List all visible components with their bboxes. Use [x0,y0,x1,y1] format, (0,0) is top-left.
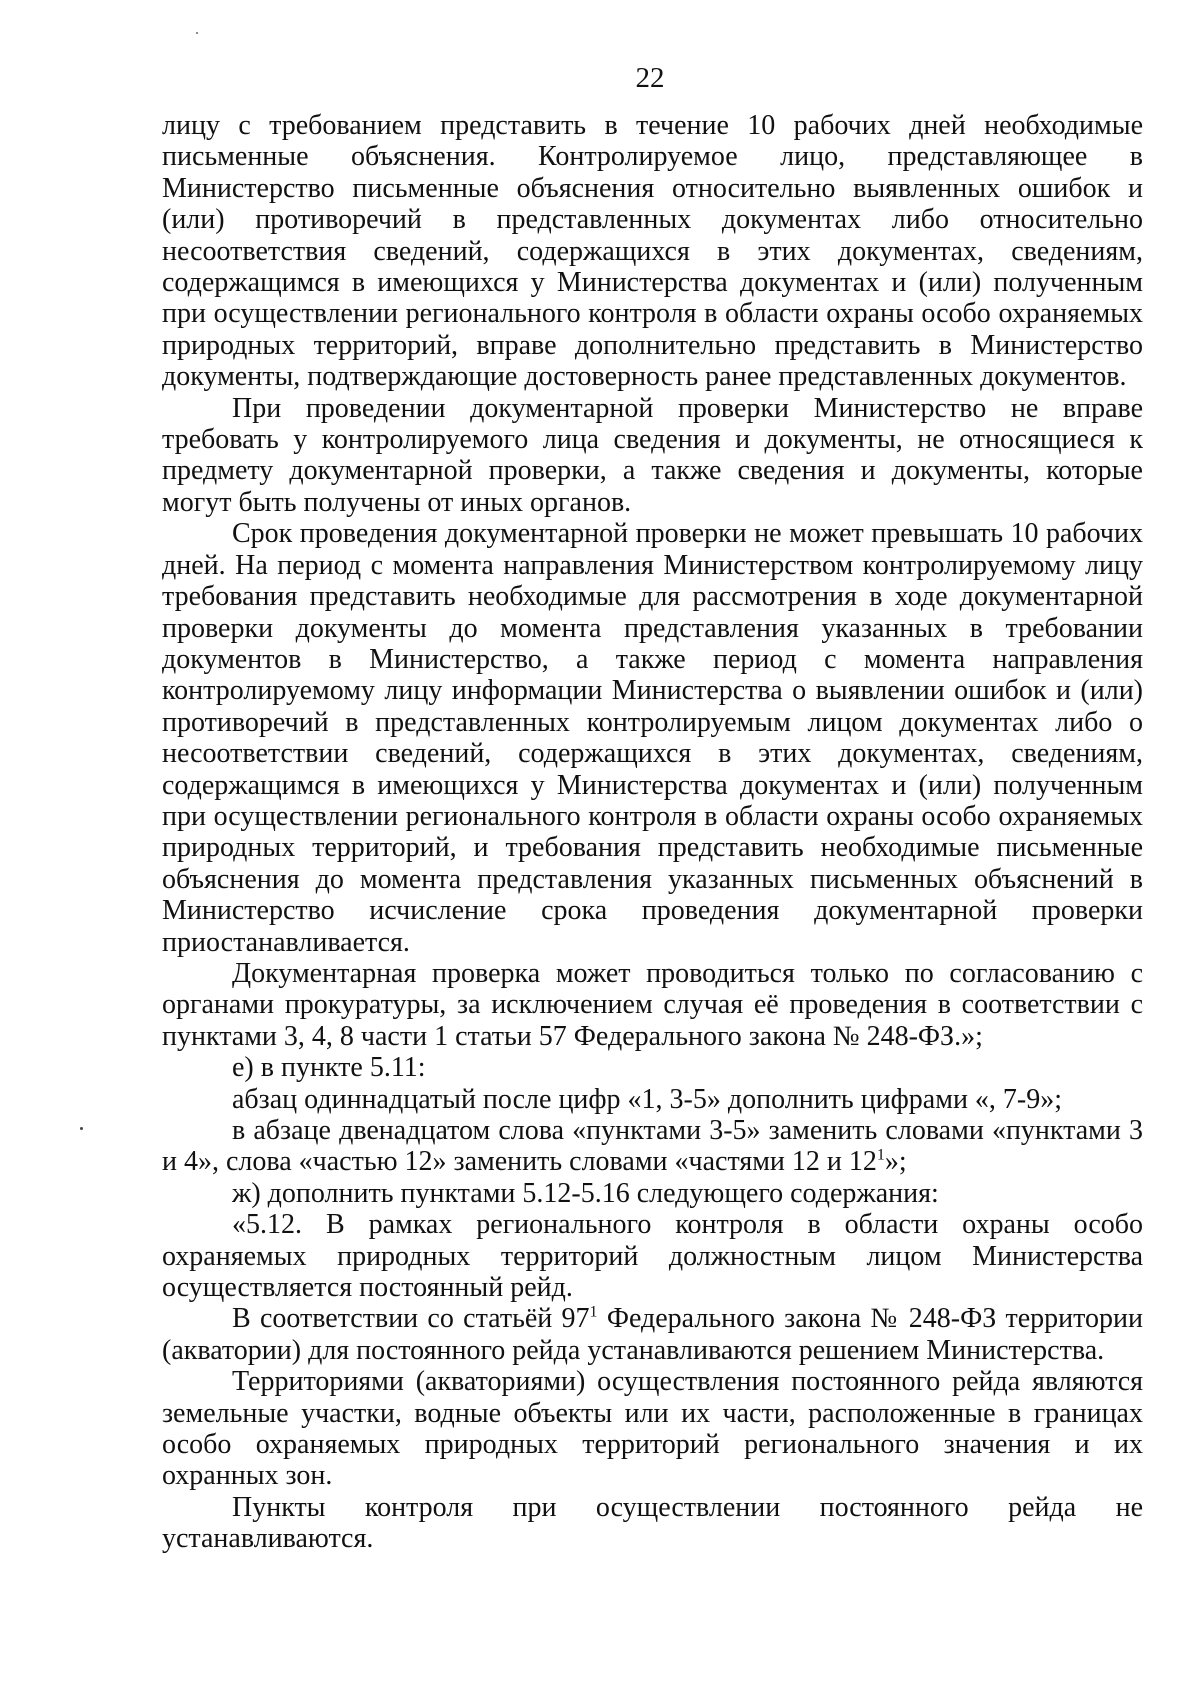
paragraph-term: Срок проведения документарной проверки не может превышать 10 рабочих дней. На период с момента направления Министерством контролируемому лицу требования представить необходимые для рассмотрения в ходе документарной проверки документы до момента представления указанных в требовании документов в Министерство, а также период с момента направления контролируемому лицу информации Министерства о выявлении ошибок и (или) противоречий в представленных контролируемым лицом документах либо о несоответствии сведений, содержащихся в этих документах, сведениям, содержащимся в имеющихся у Министерства документах и (или) полученным при осуществлении регионального контроля в области охраны особо охраняемых природных территорий, и требования представить необходимые письменные объяснения до момента представления указанных письменных объяснений в Министерство исчисление срока проведения документарной проверки приостанавливается. [162,518,1143,958]
paragraph-5-12: «5.12. В рамках регионального контроля в области охраны особо охраняемых природных территорий должностным лицом Министерства осуществляется постоянный рейд. [162,1209,1143,1304]
paragraph-abzats-12 [162,1115,1143,1178]
superscript: 1 [876,1147,885,1165]
paragraph-abzats-11: абзац одиннадцатый после цифр «1, 3-5» дополнить цифрами «, 7-9»; [232,1083,1063,1115]
superscript: 1 [589,1304,598,1322]
paragraph-item-zh: ж) дополнить пунктами 5.12-5.16 следующего содержания: [232,1177,939,1209]
paragraph-continuation: лицу с требованием представить в течение 10 рабочих дней необходимые письменные объяснения. Контролируемое лицо, представляющее в Министерство письменные объяснения относительно выявленных ошибок и (или) противоречий в представленных документах либо относительно несоответствия сведений, содержащихся в этих документах, сведениям, содержащимся в имеющихся у Министерства документах и (или) полученным при осуществлении регионального контроля в области охраны особо охраняемых природных территорий, вправе дополнительно представить в Министерство документы, подтверждающие достоверность ранее представленных документов. [162,110,1143,393]
text-segment: »; [884,1146,907,1178]
margin-dot [80,1127,83,1130]
paragraph-territories: Территориями (акваториями) осуществления постоянного рейда являются земельные участки, водные объекты или их части, расположенные в границах особо охраняемых природных территорий регионального значения и их охранных зон. [162,1366,1143,1492]
text-segment: Федерального закона № 248-ФЗ территории (акватории) для постоянного рейда устанавливаются решением Министерства. [162,1303,1143,1366]
paragraph-item-e: е) в пункте 5.11: [232,1052,426,1084]
page-number: 22 [635,62,665,94]
paragraph-control-points: Пункты контроля при осуществлении постоянного рейда не устанавливаются. [162,1491,1143,1555]
text-segment: В соответствии со статьёй 97 [232,1303,590,1335]
paragraph-article-97 [162,1303,1143,1366]
text-segment: в абзаце двенадцатом слова «пунктами 3-5» заменить словами «пунктами 3 и 4», слова «частью 12» заменить словами «частями 12 и 12 [162,1115,1143,1178]
paragraph-approval: Документарная проверка может проводиться только по согласованию с органами прокуратуры, за исключением случая её проведения в соответствии с пунктами 3, 4, 8 части 1 статьи 57 Федерального закона № 248-ФЗ.»; [162,957,1143,1052]
margin-dot [196,32,198,34]
paragraph-prohibition: При проведении документарной проверки Министерство не вправе требовать у контролируемого лица сведения и документы, не относящиеся к предмету документарной проверки, а также сведения и документы, которые могут быть получены от иных органов. [162,392,1143,518]
document-body [162,110,1143,1555]
